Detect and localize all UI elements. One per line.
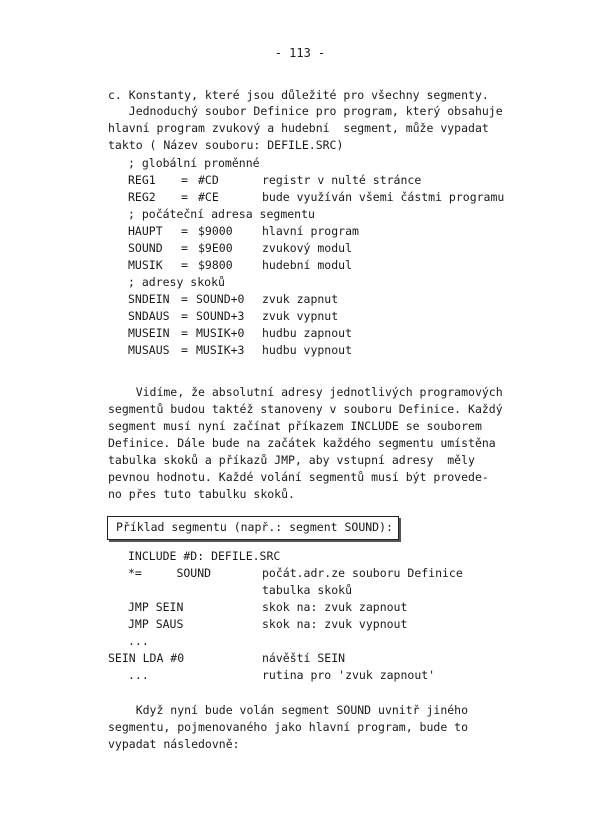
definition-op: = bbox=[181, 190, 188, 204]
definition-name: REG2 bbox=[128, 190, 156, 204]
definition-comment: hudební modul bbox=[262, 258, 353, 272]
definition-op: = bbox=[181, 309, 188, 323]
definition-comment: bude využíván všemi částmi programu bbox=[262, 190, 505, 204]
definition-name: REG1 bbox=[128, 173, 156, 187]
definition-comment: hudbu vypnout bbox=[262, 343, 353, 357]
definition-name: MUSEIN bbox=[128, 326, 170, 340]
definition-comment: ; globální proměnné bbox=[128, 156, 260, 170]
definition-value: $9E00 bbox=[198, 241, 233, 255]
definition-op: = bbox=[181, 343, 188, 357]
definition-value: #CE bbox=[198, 190, 219, 204]
definition-name: HAUPT bbox=[128, 224, 163, 238]
definition-comment: hudbu zapnout bbox=[262, 326, 353, 340]
definition-value: MUSIK+0 bbox=[196, 326, 245, 340]
definition-comment: zvukový modul bbox=[262, 241, 353, 255]
definition-value: SOUND+3 bbox=[196, 309, 245, 323]
definition-name: SOUND bbox=[128, 241, 163, 255]
code-line: JMP SAUS bbox=[128, 617, 184, 631]
definition-name: SNDAUS bbox=[128, 309, 170, 323]
code-line: SEIN LDA #0 bbox=[108, 651, 185, 665]
definition-name: SNDEIN bbox=[128, 292, 170, 306]
definition-value: SOUND+0 bbox=[196, 292, 245, 306]
intro-line: c. Konstanty, které jsou důležité pro všechny segmenty. bbox=[108, 88, 489, 102]
definition-comment: ; počáteční adresa segmentu bbox=[128, 207, 315, 221]
body-line: vypadat následovně: bbox=[108, 737, 240, 751]
definition-op: = bbox=[181, 292, 188, 306]
definition-comment: zvuk zapnut bbox=[262, 292, 339, 306]
definition-comment: ; adresy skoků bbox=[128, 275, 225, 289]
code-line: ... bbox=[128, 634, 149, 648]
code-comment: skok na: zvuk zapnout bbox=[262, 600, 408, 614]
definition-value: #CD bbox=[198, 173, 219, 187]
code-comment: skok na: zvuk vypnout bbox=[262, 617, 408, 631]
body-line: segmentů budou taktéž stanoveny v souboru Definice. Každý bbox=[108, 402, 503, 416]
definition-name: MUSIK bbox=[128, 258, 163, 272]
definition-value: $9000 bbox=[198, 224, 233, 238]
definition-op: = bbox=[181, 241, 188, 255]
code-line: *= SOUND bbox=[128, 566, 212, 580]
definition-op: = bbox=[181, 224, 188, 238]
body-line: Vidíme, že absolutní adresy jednotlivých programových bbox=[108, 385, 503, 399]
intro-line: hlavní program zvukový a hudební segment, může vypadat bbox=[108, 121, 489, 135]
code-comment: rutina pro 'zvuk zapnout' bbox=[262, 668, 436, 682]
intro-line: takto ( Název souboru: DEFILE.SRC) bbox=[108, 138, 344, 152]
example-title: Příklad segmentu (např.: segment SOUND): bbox=[116, 520, 393, 534]
body-line: Když nyní bude volán segment SOUND uvnitř jiného bbox=[108, 703, 469, 717]
body-line: Definice. Dále bude na začátek každého segmentu umístěna bbox=[108, 436, 496, 450]
body-line: pevnou hodnotu. Každé volání segmentů musí být provede- bbox=[108, 470, 489, 484]
definition-comment: zvuk vypnut bbox=[262, 309, 339, 323]
definition-op: = bbox=[181, 258, 188, 272]
code-comment: návěští SEIN bbox=[262, 651, 346, 665]
definition-op: = bbox=[181, 173, 188, 187]
code-comment: tabulka skoků bbox=[262, 583, 353, 597]
definition-comment: registr v nulté stránce bbox=[262, 173, 422, 187]
code-comment: počát.adr.ze souboru Definice bbox=[262, 566, 463, 580]
code-line: INCLUDE #D: DEFILE.SRC bbox=[128, 549, 281, 563]
definition-op: = bbox=[181, 326, 188, 340]
example-title-box bbox=[107, 516, 399, 540]
body-line: tabulka skoků a příkazů JMP, aby vstupní adresy měly bbox=[108, 453, 475, 467]
body-line: no přes tuto tabulku skoků. bbox=[108, 487, 295, 501]
body-line: segment musí nyní začínat příkazem INCLUDE se souborem bbox=[108, 419, 482, 433]
definition-name: MUSAUS bbox=[128, 343, 170, 357]
definition-value: $9800 bbox=[198, 258, 233, 272]
intro-line: Jednoduchý soubor Definice pro program, který obsahuje bbox=[108, 104, 503, 118]
page-number: - 113 - bbox=[274, 46, 326, 60]
code-line: ... bbox=[128, 668, 149, 682]
code-line: JMP SEIN bbox=[128, 600, 184, 614]
definition-value: MUSIK+3 bbox=[196, 343, 245, 357]
body-line: segmentu, pojmenovaného jako hlavní program, bude to bbox=[108, 720, 469, 734]
definition-comment: hlavní program bbox=[262, 224, 359, 238]
